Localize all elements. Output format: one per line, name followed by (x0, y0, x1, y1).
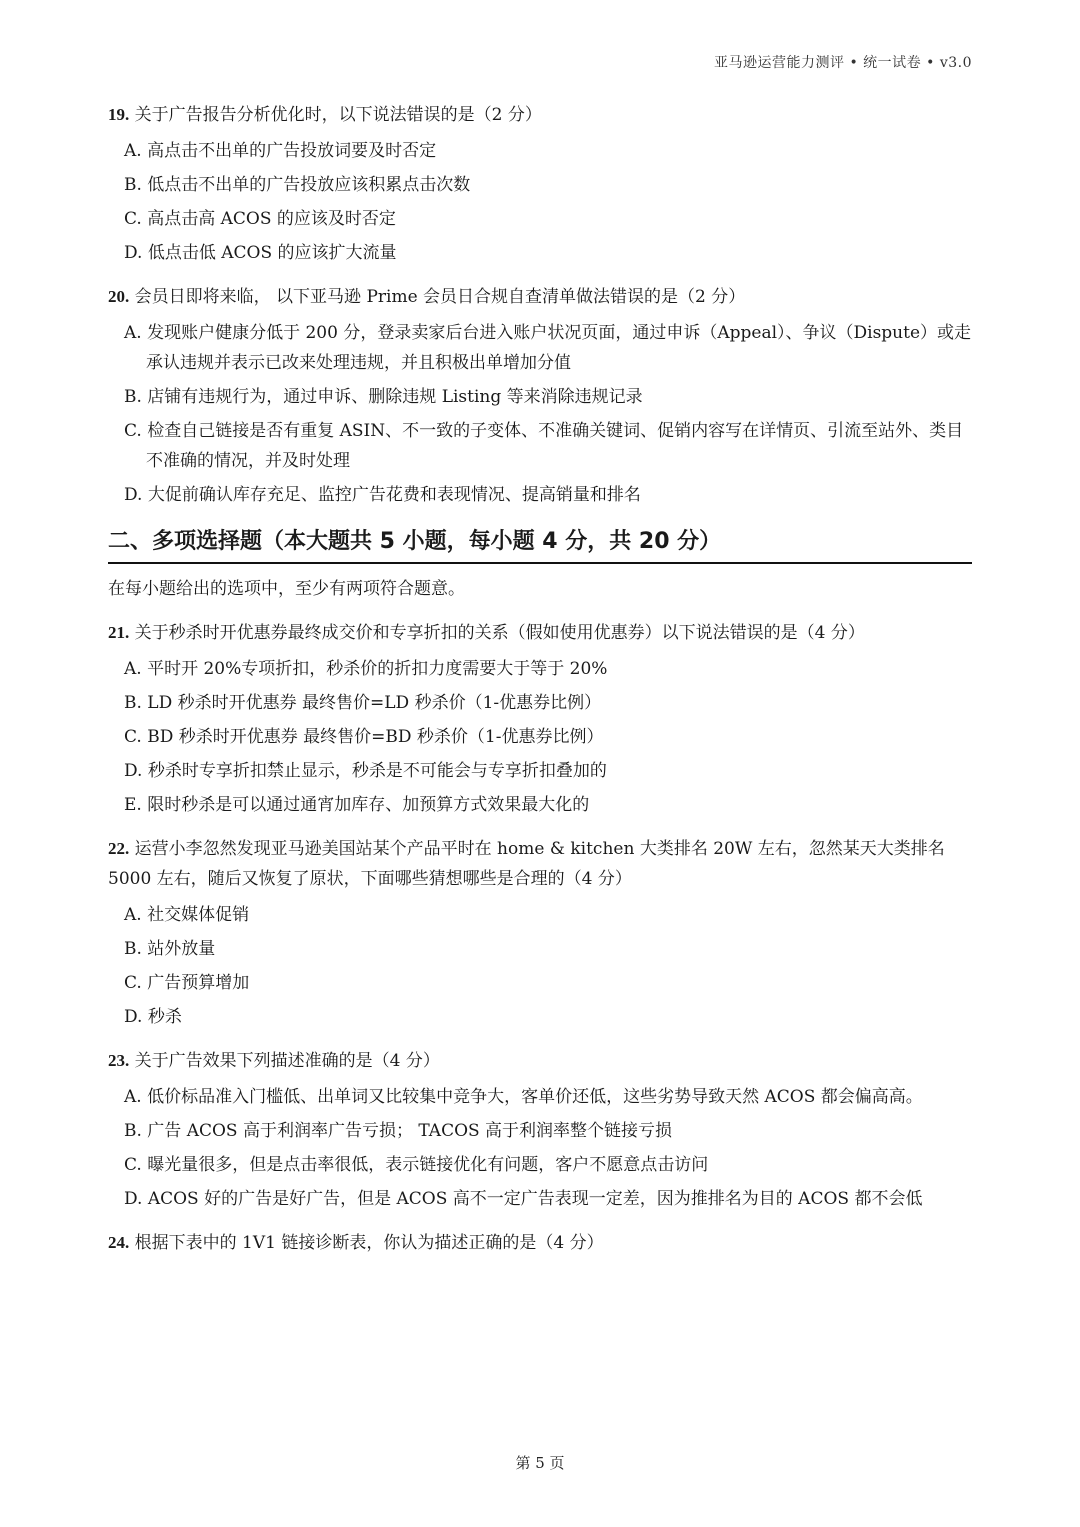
option-d: D. 秒杀时专享折扣禁止显示，秒杀是不可能会与专享折扣叠加的 (124, 761, 607, 781)
option-d: D. 秒杀 (124, 1007, 182, 1027)
option-a: A. 平时开 20%专项折扣，秒杀价的折扣力度需要大于等于 20% (124, 659, 608, 679)
option-d: D. 大促前确认库存充足、监控广告花费和表现情况、提高销量和排名 (124, 485, 641, 505)
option-d: D. 低点击低 ACOS 的应该扩大流量 (124, 243, 397, 263)
option-c: C. 曝光量很多，但是点击率很低，表示链接优化有问题，客户不愿意点击访问 (124, 1155, 709, 1175)
question-title (108, 618, 972, 648)
section-instruction: 在每小题给出的选项中，至少有两项符合题意。 (108, 579, 465, 599)
section-heading: 二、多项选择题（本大题共 5 小题，每小题 4 分，共 20 分） (108, 524, 972, 564)
question-number: 20. (108, 287, 130, 306)
question-number: 19. (108, 105, 130, 124)
option-b: B. 低点击不出单的广告投放应该积累点击次数 (124, 175, 471, 195)
option-a: A. 发现账户健康分低于 200 分，登录卖家后台进入账户状况页面，通过申诉（Appeal）、争议（Dispute）或走承认违规并表示已改来处理违规，并且积极出单增加分值 (124, 323, 972, 373)
question-title (108, 100, 972, 130)
option-c: C. 高点击高 ACOS 的应该及时否定 (124, 209, 396, 229)
question-number: 22. (108, 839, 130, 858)
option-c: C. 广告预算增加 (124, 973, 250, 993)
option-b: B. 站外放量 (124, 939, 216, 959)
option-a: A. 社交媒体促销 (124, 905, 250, 925)
question-22 (108, 834, 972, 1032)
question-text: 会员日即将来临， 以下亚马逊 Prime 会员日合规自查清单做法错误的是（2 分） (134, 287, 746, 307)
option-d: D. ACOS 好的广告是好广告，但是 ACOS 高不一定广告表现一定差，因为推排名为目的 ACOS 都不会低 (124, 1189, 923, 1209)
question-text: 运营小李忽然发现亚马逊美国站某个产品平时在 home & kitchen 大类排名 20W 左右，忽然某天大类排名 5000 左右，随后又恢复了原状，下面哪些猜想哪些是合理的（4 分） (108, 839, 945, 889)
question-21 (108, 618, 972, 820)
question-number: 21. (108, 623, 130, 642)
question-text: 关于广告效果下列描述准确的是（4 分） (134, 1051, 440, 1071)
question-20 (108, 282, 972, 510)
option-b: B. 广告 ACOS 高于利润率广告亏损； TACOS 高于利润率整个链接亏损 (124, 1121, 673, 1141)
question-text: 根据下表中的 1V1 链接诊断表，你认为描述正确的是（4 分） (134, 1233, 604, 1253)
option-c: C. BD 秒杀时开优惠券 最终售价=BD 秒杀价（1-优惠券比例） (124, 727, 604, 747)
option-b: B. 店铺有违规行为，通过申诉、删除违规 Listing 等来消除违规记录 (124, 387, 643, 407)
question-title (108, 834, 972, 894)
page-header: 亚马逊运营能力测评 • 统一试卷 • v3.0 (714, 55, 972, 71)
page-content (108, 100, 972, 1272)
question-title (108, 1228, 972, 1258)
question-number: 24. (108, 1233, 130, 1252)
page-number: 第 5 页 (515, 1454, 565, 1472)
option-b: B. LD 秒杀时开优惠券 最终售价=LD 秒杀价（1-优惠券比例） (124, 693, 602, 713)
question-24 (108, 1228, 972, 1258)
question-23 (108, 1046, 972, 1214)
question-text: 关于秒杀时开优惠券最终成交价和专享折扣的关系（假如使用优惠券）以下说法错误的是（4 分） (134, 623, 865, 643)
option-c: C. 检查自己链接是否有重复 ASIN、不一致的子变体、不准确关键词、促销内容写在详情页、引流至站外、类目不准确的情况，并及时处理 (124, 421, 964, 471)
option-e: E. 限时秒杀是可以通过通宵加库存、加预算方式效果最大化的 (124, 795, 590, 815)
option-a: A. 高点击不出单的广告投放词要及时否定 (124, 141, 437, 161)
question-number: 23. (108, 1051, 130, 1070)
question-text: 关于广告报告分析优化时，以下说法错误的是（2 分） (134, 105, 542, 125)
question-title (108, 282, 972, 312)
question-19 (108, 100, 972, 268)
option-a: A. 低价标品准入门槛低、出单词又比较集中竞争大，客单价还低，这些劣势导致天然 ACOS 都会偏高高。 (124, 1087, 923, 1107)
question-title (108, 1046, 972, 1076)
